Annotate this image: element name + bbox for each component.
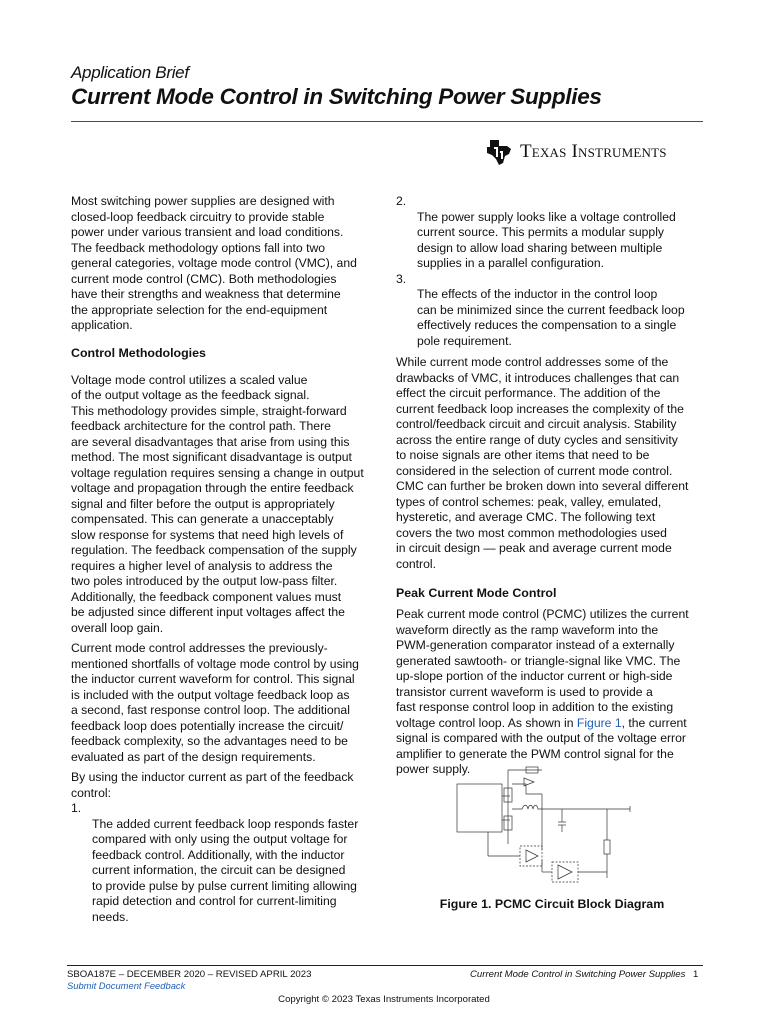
list-item-text: The added current feedback loop responds faster compared with only using the output voltage for feedback control. Additionally, with the inductor current information, the circuit can be designed to provide pulse by pulse current limiting allowing rapid detection and control for current-limiting needs. xyxy=(92,816,359,924)
pcmc-text-part1: Peak current mode control (PCMC) utilizes the current waveform directly as the ramp waveform into the PWM-generation comparator instead of a externally generated sawtooth- or triangle-signal like VMC. The up-slope portion of the inductor current or high-side transistor current waveform is used to provide a fast response control loop in addition to the existing voltage control loop. As shown in xyxy=(396,607,689,730)
list-item-number: 3. xyxy=(396,271,407,286)
feedback-divider xyxy=(604,840,610,854)
list-intro-paragraph: By using the inductor current as part of the feedback control: xyxy=(71,770,354,800)
copyright-notice: Copyright © 2023 Texas Instruments Incorporated xyxy=(278,994,490,1005)
figure-1-link[interactable]: Figure 1 xyxy=(576,715,622,730)
header-divider xyxy=(71,121,703,122)
left-column xyxy=(71,194,371,925)
pcmc-paragraph xyxy=(396,607,708,778)
controller-block xyxy=(457,784,502,832)
pcmc-text-part2: , the current signal is compared with the output of the voltage error amplifier to generate the PWM control signal for the power supply. xyxy=(396,715,687,776)
sense-amplifier xyxy=(524,778,534,786)
list-item-text: The power supply looks like a voltage controlled current source. This permits a modular supply design to allow load sharing between multiple supplies in a parallel configuration. xyxy=(417,209,676,270)
inductor xyxy=(512,805,630,809)
document-type-label: Application Brief xyxy=(71,63,189,82)
challenges-paragraph: While current mode control addresses some of the drawbacks of VMC, it introduces challenges that can effect the circuit performance. The addition of the current feedback loop increases the complexity of the control/feedback circuit and circuit analysis. Stability across the entire range of duty cycles and sensitivity to noise signals are other items that need to be considered in the selection of current mode control. CMC can further be broken down into several different types of control schemes: peak, valley, emulated, hysteretic, and average CMC. The following text covers the two most common methodologies used in circuit design — peak and average current mode control. xyxy=(396,355,689,571)
list-item-text: The effects of the inductor in the control loop can be minimized since the current feedback loop effectively reduces the compensation to a single pole requirement. xyxy=(417,287,685,348)
list-item xyxy=(396,272,708,350)
page-title: Current Mode Control in Switching Power Supplies xyxy=(71,84,602,109)
footer-divider xyxy=(67,965,703,966)
pwm-comparator xyxy=(526,850,538,862)
list-item-number: 1. xyxy=(71,801,82,815)
footer-document-title: Current Mode Control in Switching Power Supplies xyxy=(470,969,686,980)
document-id: SBOA187E – DECEMBER 2020 – REVISED APRIL 2023 xyxy=(67,969,312,980)
pcmc-circuit-diagram xyxy=(452,760,635,888)
cmc-paragraph: Current mode control addresses the previously- mentioned shortfalls of voltage mode control by using the inductor current waveform for control. This signal is included with the output voltage feedback loop as a second, fast response control loop. The additional feedback loop does potentially increase the circuit/ feedback complexity, so the advantages need to be evaluated as part of the design requirements. xyxy=(71,641,359,764)
error-amplifier xyxy=(558,865,572,879)
list-item xyxy=(71,801,371,925)
heading-peak-current-mode-control: Peak Current Mode Control xyxy=(396,586,557,600)
page-number: 1 xyxy=(693,969,699,980)
figure-caption: Figure 1. PCMC Circuit Block Diagram xyxy=(439,897,665,911)
error-amplifier-block xyxy=(552,862,578,882)
vmc-paragraph: Voltage mode control utilizes a scaled value of the output voltage as the feedback signal. This methodology provides simple, straight-forward feedback architecture for the control path. There are several disadvantages that arise from using this method. The most significant disadvantage is output voltage regulation requires sensing a change in output voltage and propagation through the entire feedback signal and filter before the output is appropriately compensated. This can generate a unacceptably slow response for systems that need high levels of regulation. The feedback compensation of the supply requires a higher level of analysis to address the two poles introduced by the output low-pass filter. Additionally, the feedback component values must be adjusted since different input voltages affect the overall loop gain. xyxy=(71,372,364,635)
logo-wordmark: Texas Instruments xyxy=(520,141,667,162)
submit-feedback-link[interactable]: Submit Document Feedback xyxy=(67,980,186,991)
heading-control-methodologies: Control Methodologies xyxy=(71,345,206,360)
ti-logo xyxy=(484,137,667,167)
ti-state-icon xyxy=(484,137,514,167)
list-item-number: 2. xyxy=(396,194,407,208)
list-item xyxy=(396,194,708,272)
right-column xyxy=(396,194,708,778)
intro-paragraph: Most switching power supplies are designed with closed-loop feedback circuitry to provide stable power under various transient and load conditions. The feedback methodology options fall into two general categories, voltage mode control (VMC), and current mode control (CMC). Both methodologies have their strengths and weakness that determine the appropriate selection for the end-equipment application. xyxy=(71,194,357,332)
